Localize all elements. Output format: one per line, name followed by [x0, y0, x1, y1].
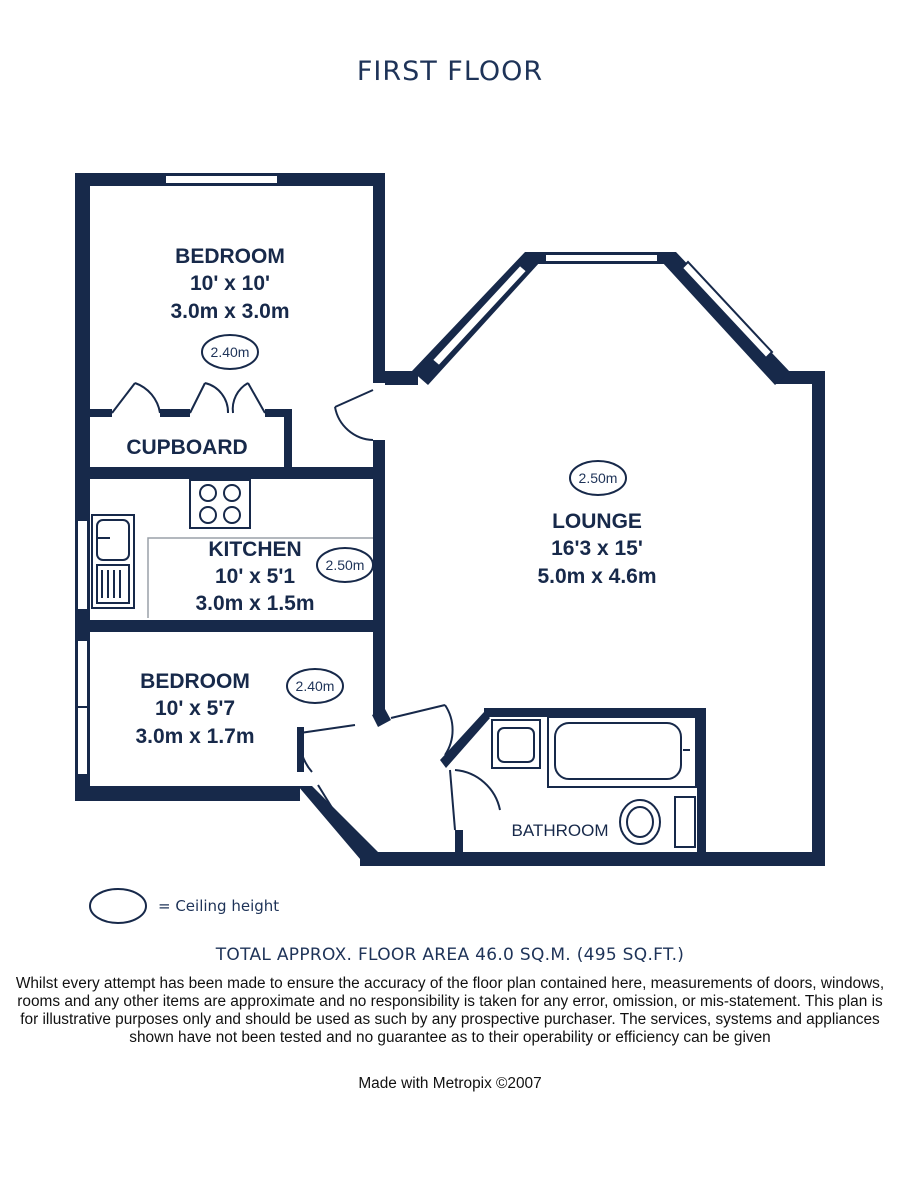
room-bedroom2: [135, 670, 334, 748]
plan-title: FIRST FLOOR: [356, 56, 544, 87]
room-imperial: 10' x 5'1: [214, 565, 296, 588]
room-imperial: 16'3 x 15': [551, 537, 643, 560]
room-metric: 3.0m x 1.5m: [195, 592, 315, 615]
room-imperial: 10' x 10': [189, 272, 271, 295]
room-name: BEDROOM: [175, 245, 285, 268]
room-name: BEDROOM: [140, 670, 250, 693]
ceiling-height: 2.40m: [295, 678, 335, 694]
room-name: BATHROOM: [511, 821, 609, 840]
credit-text: Made with Metropix ©2007: [358, 1075, 542, 1092]
room-lounge: [537, 470, 656, 588]
room-name: LOUNGE: [552, 510, 642, 533]
room-imperial: 10' x 5'7: [154, 697, 236, 720]
ceiling-height: 2.50m: [325, 557, 365, 573]
room-name: KITCHEN: [208, 538, 302, 561]
room-cupboard: [126, 436, 247, 459]
hob-icon: [190, 480, 250, 528]
room-kitchen: [195, 538, 364, 615]
ceiling-height: 2.50m: [578, 470, 618, 486]
toilet-icon: [675, 797, 695, 847]
legend-label: = Ceiling height: [158, 897, 280, 915]
ceiling-height: 2.40m: [210, 344, 250, 360]
disclaimer-text: Whilst every attempt has been made to ensure the accuracy of the floor plan contained here, measurements of doors, windows, rooms and any other items are approximate and no responsibility is taken for any error, omission, or mis-statement. This plan is for illustrative purposes only and should be used as such by any prospective purchaser. The services, systems and appliances shown have not been tested and no guarantee as to their operability or efficiency can be given: [15, 975, 885, 1046]
room-metric: 3.0m x 1.7m: [135, 725, 255, 748]
legend-oval: [90, 889, 146, 923]
total-floor-area: TOTAL APPROX. FLOOR AREA 46.0 SQ.M. (495 SQ.FT.): [215, 945, 685, 965]
room-bedroom1: [170, 245, 289, 360]
room-metric: 5.0m x 4.6m: [537, 565, 657, 588]
room-name: CUPBOARD: [126, 436, 248, 459]
room-metric: 3.0m x 3.0m: [170, 300, 290, 323]
room-bathroom: [512, 821, 609, 840]
